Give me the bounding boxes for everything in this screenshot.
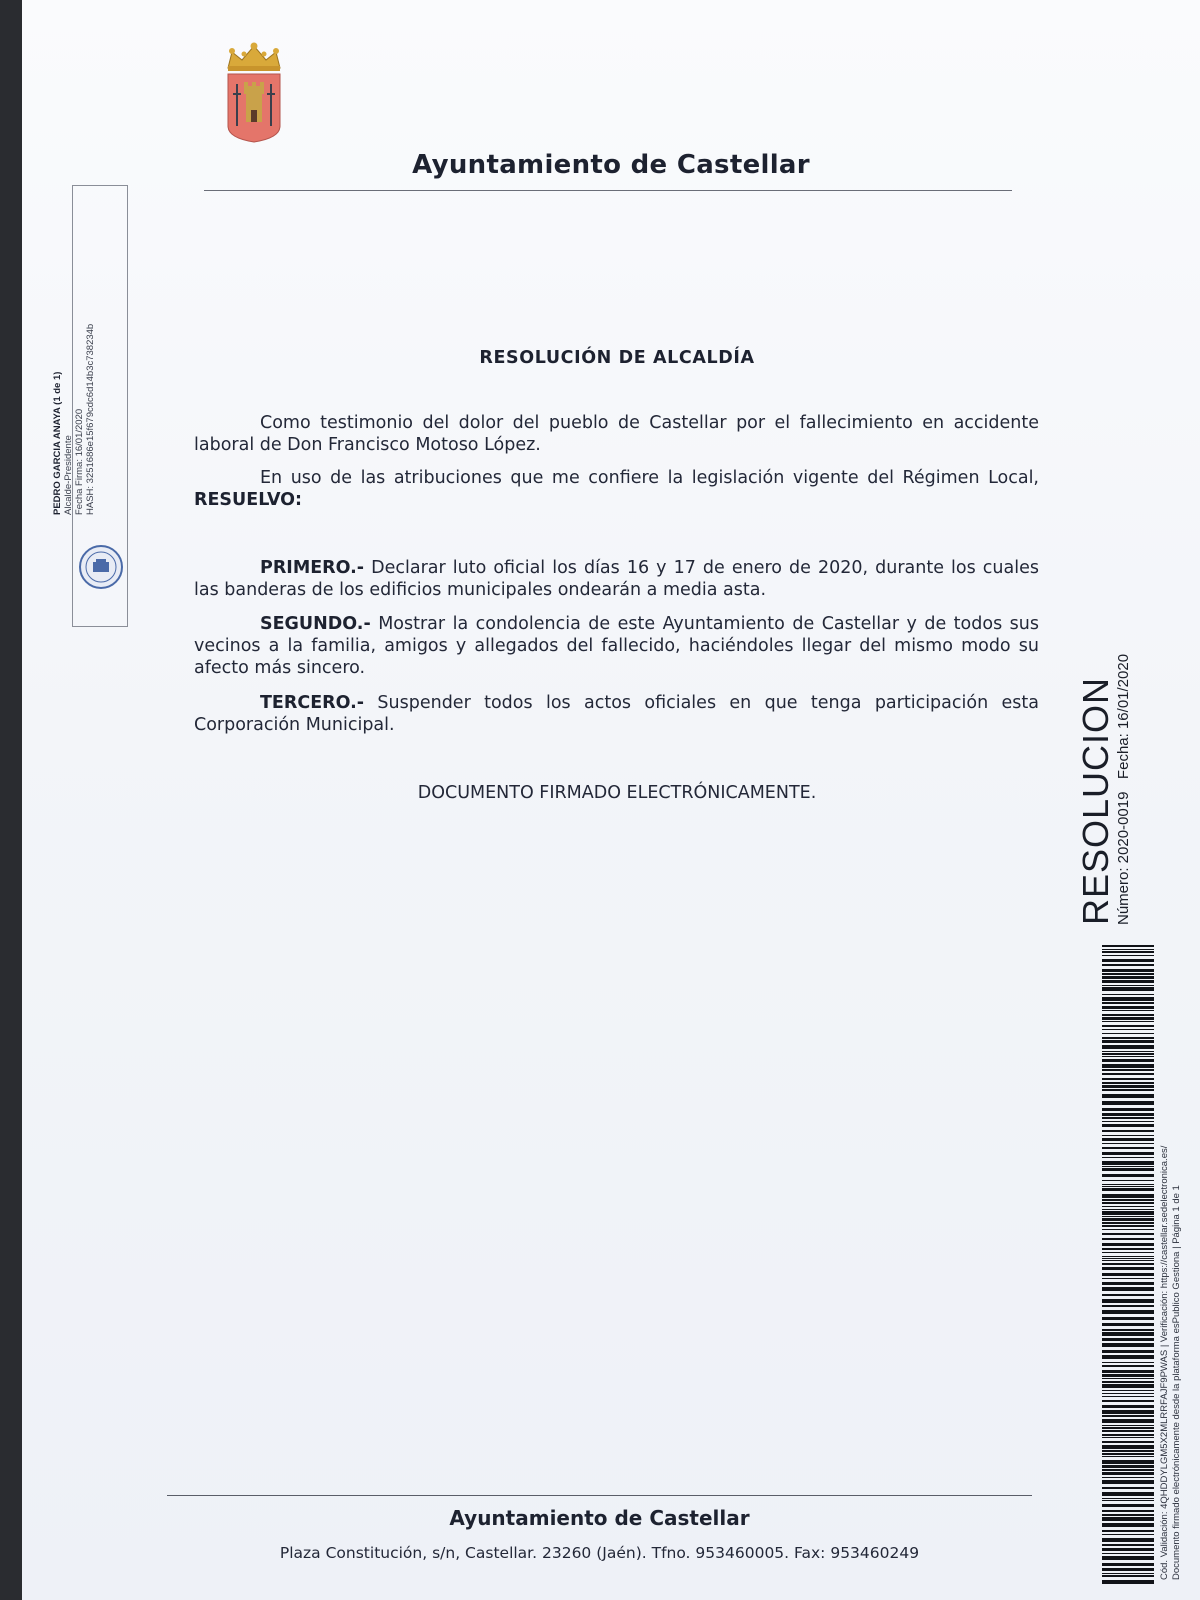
barcode-bar [1102, 1078, 1154, 1080]
barcode-bar [1102, 1510, 1154, 1512]
barcode-bar [1102, 1064, 1154, 1068]
barcode-bar [1102, 1370, 1154, 1373]
barcode-bar [1102, 1113, 1154, 1116]
barcode-bar [1102, 1465, 1154, 1468]
barcode-bar [1102, 1157, 1154, 1158]
verification-text [1159, 980, 1182, 1580]
barcode-bar [1102, 973, 1154, 975]
barcode-bar [1102, 1350, 1154, 1353]
barcode-bar [1102, 1419, 1154, 1423]
barcode-bar [1102, 1124, 1154, 1127]
signature-hash: HASH: 3251686e15f679cdc6d14b3c738234b [85, 323, 96, 515]
barcode-bar [1102, 1317, 1154, 1320]
barcode-bar [1102, 1222, 1154, 1224]
barcode-bar [1102, 1256, 1154, 1257]
barcode-bar [1102, 1053, 1154, 1055]
barcode-bar [1102, 1365, 1154, 1367]
barcode-bar [1102, 1456, 1154, 1457]
barcode-bar [1102, 1199, 1154, 1201]
barcode-bar [1102, 1553, 1154, 1554]
barcode-bar [1102, 1563, 1154, 1566]
barcode-bar [1102, 1477, 1154, 1478]
barcode-bar [1102, 1051, 1154, 1052]
barcode-bar [1102, 1343, 1154, 1347]
barcode-bar [1102, 1130, 1154, 1132]
barcode-bar [1102, 1410, 1154, 1414]
barcode-bar [1102, 1425, 1154, 1426]
barcode-bar [1102, 1184, 1154, 1185]
footer-divider [167, 1495, 1032, 1496]
barcode-bar [1102, 987, 1154, 991]
barcode-bar [1102, 1069, 1154, 1071]
item-label: PRIMERO.- [260, 558, 365, 578]
barcode-bar [1102, 1534, 1154, 1535]
header-divider [204, 190, 1012, 191]
barcode-bar [1102, 980, 1154, 983]
barcode-bar [1102, 1374, 1154, 1377]
barcode-bar [1102, 1580, 1154, 1584]
barcode-bar [1102, 1437, 1154, 1438]
intro-text-1: Como testimonio del dolor del pueblo de Castellar por el fallecimiento en accidente laboral de Don Francisco Motoso López. [194, 413, 1039, 455]
barcode-bar [1102, 1025, 1154, 1027]
resolution-title: RESOLUCIÓN DE ALCALDÍA [479, 348, 755, 368]
signer-name: PEDRO GARCIA ANAYA (1 de 1) [52, 371, 63, 515]
barcode-bar [1102, 1258, 1154, 1259]
barcode-bar [1102, 1504, 1154, 1507]
barcode-bar [1102, 1238, 1154, 1240]
barcode-bar [1102, 1121, 1154, 1122]
barcode-bar [1102, 1472, 1154, 1475]
barcode-bar [1102, 1209, 1154, 1210]
barcode-bar [1102, 1305, 1154, 1307]
barcode-bar [1102, 1332, 1154, 1336]
document-page [22, 0, 1200, 1600]
barcode-bar [1102, 1294, 1154, 1296]
barcode-bar [1102, 1194, 1154, 1198]
barcode-bar [1102, 1568, 1154, 1571]
barcode-bar [1102, 951, 1154, 953]
barcode-bar [1102, 1381, 1154, 1383]
barcode-bar [1102, 1460, 1154, 1464]
barcode-bar [1102, 1514, 1154, 1516]
barcode-bar [1102, 1017, 1154, 1020]
barcode-bar [1102, 964, 1154, 966]
seal-icon [78, 544, 124, 590]
item-text: Suspender todos los actos oficiales en que tenga participación esta Corporación Municipal. [194, 693, 1039, 735]
barcode-bar [1102, 1441, 1154, 1443]
barcode-bar [1102, 1180, 1154, 1181]
barcode-bar [1102, 955, 1154, 956]
barcode-bar [1102, 1135, 1154, 1136]
barcode-bar [1102, 1338, 1154, 1341]
barcode-bar [1102, 1161, 1154, 1165]
barcode-bar [1102, 1033, 1154, 1034]
barcode-bar [1102, 1029, 1154, 1030]
barcode-bar [1102, 1355, 1154, 1359]
resolution-item-segundo [194, 613, 1039, 679]
barcode-bar [1102, 1427, 1154, 1429]
barcode-bar [1102, 985, 1154, 986]
barcode-bar [1102, 1260, 1154, 1261]
barcode-bar [1102, 1045, 1154, 1049]
resolution-stamp [1077, 585, 1133, 925]
footer-title: Ayuntamiento de Castellar [449, 1506, 750, 1530]
barcode-bar [1102, 1393, 1154, 1394]
barcode-bar [1102, 1362, 1154, 1363]
signer-role: Alcalde-Presidente [63, 435, 74, 515]
barcode-bar [1102, 1138, 1154, 1141]
barcode-bar [1102, 1299, 1154, 1303]
barcode-bar [1102, 994, 1154, 995]
barcode-bar [1102, 1233, 1154, 1235]
barcode-bar [1102, 1575, 1154, 1577]
barcode-bar [1102, 1229, 1154, 1230]
barcode-bar [1102, 1445, 1154, 1449]
coat-of-arms-logo [222, 42, 286, 146]
intro-paragraph-2 [194, 467, 1039, 511]
barcode-bar [1102, 1263, 1154, 1265]
barcode-bar [1102, 976, 1154, 979]
barcode-bar [1102, 1434, 1154, 1436]
barcode-bar [1102, 1147, 1154, 1149]
barcode-bar [1102, 1405, 1154, 1408]
barcode-bar [1102, 1021, 1154, 1022]
barcode-bar [1102, 1243, 1154, 1246]
item-text: Declarar luto oficial los días 16 y 17 de enero de 2020, durante los cuales las banderas de los edificios municipales ondearán a media asta. [194, 558, 1039, 600]
barcode-bar [1102, 1101, 1154, 1105]
barcode-bar [1102, 959, 1154, 962]
footer-address: Plaza Constitución, s/n, Castellar. 23260 (Jaén). Tfno. 953460005. Fax: 953460249 [279, 1544, 920, 1562]
barcode-bar [1102, 1174, 1154, 1177]
barcode-bar [1102, 1396, 1154, 1397]
barcode-bar [1102, 1117, 1154, 1119]
barcode-bar [1102, 949, 1154, 950]
barcode-bar [1102, 1006, 1154, 1009]
barcode-bar [1102, 1202, 1154, 1204]
barcode-bar [1102, 1378, 1154, 1379]
barcode-bar [1102, 1082, 1154, 1084]
barcode-bar [1102, 1225, 1154, 1227]
barcode-bar [1102, 1143, 1154, 1144]
barcode-bar [1102, 1548, 1154, 1551]
barcode-bar [1102, 1166, 1154, 1167]
intro-text-2: En uso de las atribuciones que me confiere la legislación vigente del Régimen Local, [260, 468, 1039, 488]
header-title: Ayuntamiento de Castellar [412, 150, 810, 180]
item-label: TERCERO.- [260, 693, 365, 713]
signature-date: Fecha Firma: 16/01/2020 [74, 408, 85, 515]
barcode-bar [1102, 1556, 1154, 1560]
barcode-bar [1102, 1538, 1154, 1542]
intro-paragraph-1 [194, 412, 1039, 456]
barcode-bar [1102, 1040, 1154, 1043]
barcode-bar [1102, 1037, 1154, 1039]
barcode-bar [1102, 1282, 1154, 1285]
electronic-signature-note: DOCUMENTO FIRMADO ELECTRÓNICAMENTE. [417, 783, 817, 803]
barcode-bar [1102, 1415, 1154, 1417]
barcode-bar [1102, 945, 1154, 947]
barcode-bar [1102, 1498, 1154, 1499]
barcode-bar [1102, 1523, 1154, 1527]
barcode-bar [1102, 1252, 1154, 1253]
barcode-bar [1102, 1517, 1154, 1521]
resuelvo-label: RESUELVO: [194, 490, 303, 510]
barcode-bar [1102, 1188, 1154, 1191]
barcode-bar [1102, 1480, 1154, 1484]
barcode-bar [1102, 997, 1154, 1001]
resolution-item-tercero [194, 692, 1039, 736]
barcode-bar [1102, 1218, 1154, 1221]
barcode-bar [1102, 1492, 1154, 1496]
barcode-bar [1102, 1500, 1154, 1501]
barcode-bar [1102, 1056, 1154, 1057]
barcode-bar [1102, 1073, 1154, 1075]
barcode-bar [1102, 1059, 1154, 1062]
barcode-bar [1102, 1186, 1154, 1187]
barcode-bar [1102, 1248, 1154, 1250]
verification-line-1: Cód. Validación: 4QHDDYLGM5X2MLRRFAJF9PWAS | Verificación: https://castellar.sedelectronica.es/ [1159, 1145, 1170, 1580]
barcode-bar [1102, 1089, 1154, 1091]
barcode-bar [1102, 1211, 1154, 1215]
stamp-date: Fecha: 16/01/2020 [1115, 653, 1132, 780]
barcode-bar [1102, 1384, 1154, 1388]
stamp-meta [1115, 585, 1133, 925]
barcode-bar [1102, 1152, 1154, 1155]
barcode-bar [1102, 1273, 1154, 1276]
barcode-bar [1102, 1450, 1154, 1452]
barcode-bar [1102, 1094, 1154, 1098]
barcode-bar [1102, 1010, 1154, 1011]
item-label: SEGUNDO.- [260, 614, 371, 634]
barcode-bar [1102, 1002, 1154, 1004]
barcode-bar [1102, 1487, 1154, 1489]
barcode-bar [1102, 1168, 1154, 1171]
stamp-number: Número: 2020-0019 [1115, 791, 1132, 925]
barcode-bar [1102, 1329, 1154, 1331]
barcode-bar [1102, 1278, 1154, 1279]
barcode-bar [1102, 1206, 1154, 1207]
resolution-item-primero [194, 557, 1039, 601]
barcode-bar [1102, 1287, 1154, 1291]
barcode-bar [1102, 1530, 1154, 1532]
verification-line-2: Documento firmado electrónicamente desde la plataforma esPublico Gestiona | Página 1 de 1 [1170, 1185, 1182, 1580]
barcode-bar [1102, 1453, 1154, 1455]
item-text: Mostrar la condolencia de este Ayuntamiento de Castellar y de todos sus vecinos a la familia, amigos y allegados del fallecido, haciéndoles llegar del mismo modo su afecto más sincero. [194, 614, 1039, 678]
barcode-bar [1102, 1085, 1154, 1088]
barcode-bar [1102, 1267, 1154, 1270]
barcode-bar [1102, 1573, 1154, 1574]
barcode-bar [1102, 1469, 1154, 1471]
barcode-bar [1102, 969, 1154, 972]
barcode-bar [1102, 1323, 1154, 1326]
barcode-bar [1102, 1400, 1154, 1402]
barcode-bar [1102, 1216, 1154, 1217]
signature-info [52, 235, 96, 515]
stamp-type: RESOLUCION [1075, 676, 1116, 925]
barcode-bar [1102, 1310, 1154, 1314]
barcode-icon [1102, 945, 1154, 1585]
barcode-bar [1102, 1390, 1154, 1391]
barcode-bar [1102, 1014, 1154, 1016]
barcode-bar [1102, 1544, 1154, 1546]
barcode-bar [1102, 1108, 1154, 1111]
barcode-bar [1102, 1430, 1154, 1432]
